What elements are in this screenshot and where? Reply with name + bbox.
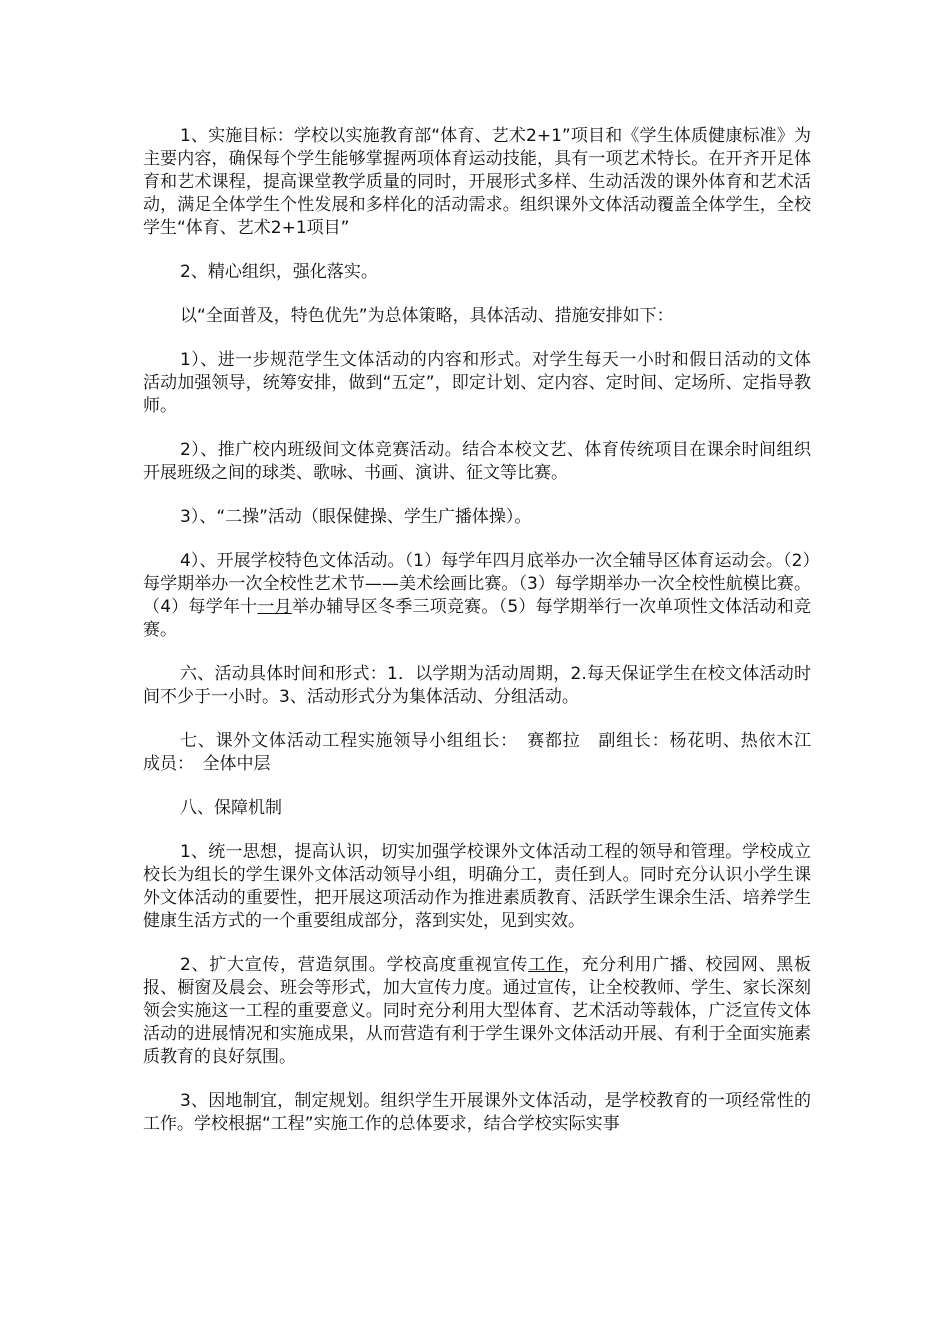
paragraph-item-1: 1）、进一步规范学生文体活动的内容和形式。对学生每天一小时和假日活动的文体活动加强领导，统筹安排，做到“五定”，即定计划、定内容、定时间、定场所、定指导教师。 [143,350,811,416]
paragraph-guarantee-2-text-b: ，充分利用广播、校园网、黑板报、橱窗及晨会、班会等形式，加大宣传力度。通过宣传，让全校教师、学生、家长深刻领会实施这一工程的重要意义。同时充分利用大型体育、艺术活动等载体，广泛宣传文体活动的进展情况和实施成果，从而营造有利于学生课外文体活动开展、有利于全面实施素质教育的良好氛围。 [143,955,812,1067]
paragraph-implementation-goal: 1、实施目标：学校以实施教育部“体育、艺术2+1”项目和《学生体质健康标准》为主要内容，确保每个学生能够掌握两项体育运动技能，具有一项艺术特长。在开齐开足体育和艺术课程，提高课堂教学质量的同时，开展形式多样、生动活泼的课外体育和艺术活动，满足全体学生个性发展和多样化的活动需求。组织课外文体活动覆盖全体学生，全校学生“体育、艺术2+1项目” [143,126,811,238]
paragraph-section-6: 六、活动具体时间和形式：1．以学期为活动周期，2.每天保证学生在校文体活动时间不少于一小时。3、活动形式分为集体活动、分组活动。 [143,664,811,707]
paragraph-strategy: 以“全面普及，特色优先”为总体策略，具体活动、措施安排如下： [180,306,674,326]
paragraph-section-7: 七、课外文体活动工程实施领导小组组长： 赛都拉 副组长：杨花明、热依木江 成员： 全体中层 [143,731,828,774]
document-body [143,125,828,1157]
paragraph-section-8-heading: 八、保障机制 [180,798,282,818]
paragraph-guarantee-2-text-a: 2、扩大宣传，营造氛围。学校高度重视宣传 [180,955,529,975]
paragraph-item-4-text-b: 举办辅导区冬季三项竞赛。（5）每学期举行一次单项性文体活动和竞赛。 [143,597,811,640]
paragraph-guarantee-2 [143,954,811,1069]
paragraph-item-2: 2）、推广校内班级间文体竞赛活动。结合本校文艺、体育传统项目在课余时间组织开展班级之间的球类、歌咏、书画、演讲、征文等比赛。 [143,440,811,483]
paragraph-guarantee-3: 3、因地制宜，制定规划。组织学生开展课外文体活动，是学校教育的一项经常性的工作。学校根据“工程”实施工作的总体要求，结合学校实际实事 [143,1091,811,1134]
link-work[interactable]: 工作 [528,955,564,975]
paragraph-item-4 [143,550,811,642]
paragraph-item-3: 3）、“二操”活动（眼保健操、学生广播体操）。 [180,507,532,527]
link-november[interactable]: 一月 [257,597,292,617]
paragraph-organize: 2、精心组织，强化落实。 [180,262,378,282]
paragraph-item-4-text-a: 4）、开展学校特色文体活动。（1）每学年四月底举办一次全辅导区体育运动会。（2）每学期举办一次全校性艺术节——美术绘画比赛。（3）每学期举办一次全校性航模比赛。（4）每学年十 [143,551,811,617]
paragraph-guarantee-1: 1、统一思想，提高认识，切实加强学校课外文体活动工程的领导和管理。学校成立校长为组长的学生课外文体活动领导小组，明确分工，责任到人。同时充分认识小学生课外文体活动的重要性，把开展这项活动作为推进素质教育、活跃学生课余生活、培养学生健康生活方式的一个重要组成部分，落到实处，见到实效。 [143,842,811,931]
